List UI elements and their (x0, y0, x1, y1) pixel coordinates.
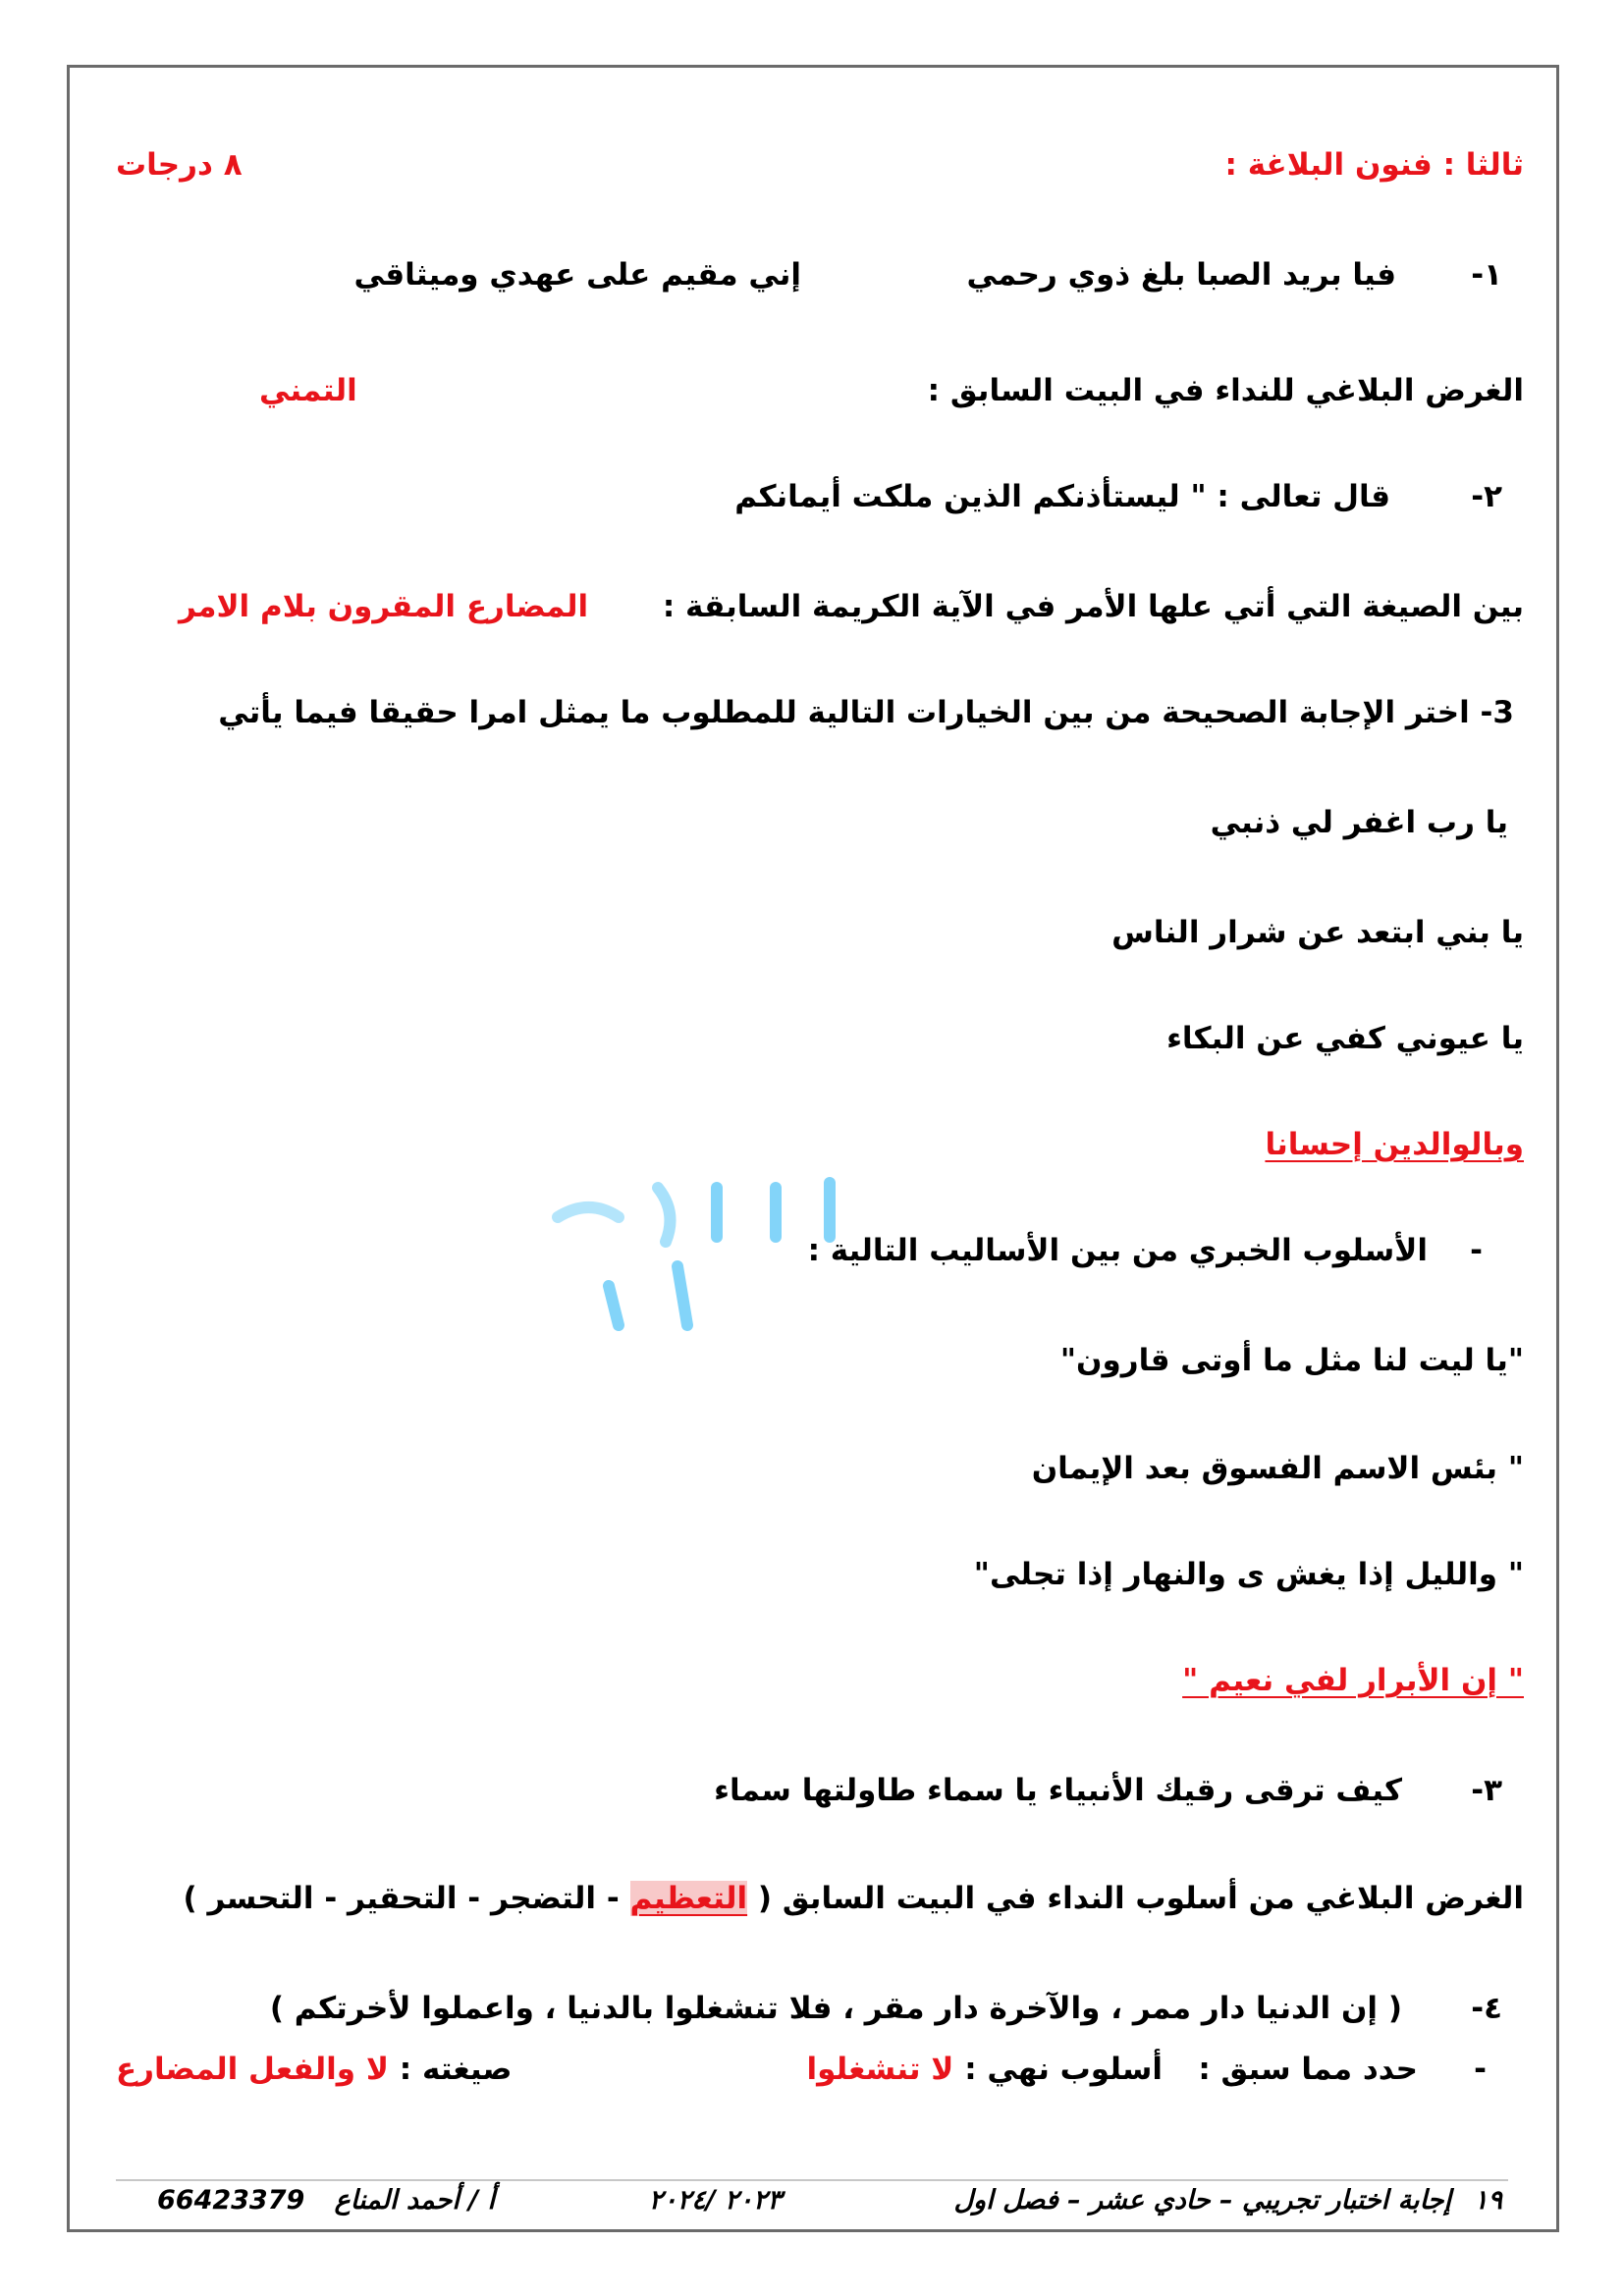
footer-rule (116, 2179, 1508, 2181)
q4-instruction: الأسلوب الخبري من بين الأساليب التالية : (807, 1233, 1428, 1268)
q4-option-3: " والليل إذا يغش ى والنهار إذا تجلى" (973, 1557, 1524, 1592)
q2-question: بين الصيغة التي أتي علها الأمر في الآية الكريمة السابقة : (662, 589, 1524, 624)
q1-question: الغرض البلاغي للنداء في البيت السابق : (927, 373, 1524, 408)
q5-question-start: الغرض البلاغي من أسلوب النداء في البيت السابق ( (757, 1881, 1524, 1916)
q3-option-1: يا رب اغفر لي ذنبي (1210, 805, 1508, 840)
q5-question-end: - التضجر - التحقير - التحسر ) (183, 1881, 630, 1916)
q2-answer: المضارع المقرون بلام الامر (179, 589, 589, 624)
q6-style-answer: لا تنشغلوا (806, 2052, 954, 2087)
q5-verse: كيف ترقى رقيك الأنبياء يا سماء طاولتها سماء (714, 1773, 1402, 1808)
q6-form-answer: لا والفعل المضارع (116, 2052, 389, 2087)
q2-number: ٢- (1471, 479, 1502, 514)
footer-year: ٢٠٢٣ /٢٠٢٤ (648, 2185, 782, 2216)
footer-author: أ / أحمد المناع (334, 2185, 495, 2216)
q6-text: ( إن الدنيا دار ممر ، والآخرة دار مقر ، فلا تنشغلوا بالدنيا ، واعملوا لأخرتكم ) (269, 1991, 1402, 2026)
q3-option-4-correct: وبالوالدين إحسانا (1265, 1127, 1524, 1162)
q6-label: حدد مما سبق : (1198, 2052, 1418, 2087)
q1-number: ١- (1471, 257, 1502, 293)
q4-option-1: "يا ليت لنا مثل ما أوتى قارون" (1059, 1343, 1524, 1378)
q3-option-2: يا بني ابتعد عن شرار الناس (1111, 915, 1524, 950)
q6-number: ٤- (1471, 1991, 1502, 2026)
q1-verse-first: فيا بريد الصبا بلغ ذوي رحمي (966, 257, 1396, 293)
q6-style-label: أسلوب نهي : (964, 2052, 1163, 2087)
q1-answer: التمني (259, 373, 357, 408)
q6-form-label: صيغته : (399, 2052, 513, 2087)
q5-answer: التعظيم (629, 1881, 748, 1916)
q6-bullet: - (1474, 2052, 1487, 2087)
q1-verse-second: إني مقيم على عهدي وميثاقي (353, 257, 801, 293)
q4-bullet: - (1470, 1233, 1483, 1268)
footer-title: إجابة اختبار تجريبي – حادي عشر – فصل اول (953, 2185, 1451, 2216)
q5-number: ٣- (1471, 1773, 1502, 1808)
q2-verse: قال تعالى : " ليستأذنكم الذين ملكت أيمانكم (734, 479, 1390, 514)
q3-instruction: 3- اختر الإجابة الصحيحة من بين الخيارات التالية للمطلوب ما يمثل امرا حقيقا فيما يأتي (218, 695, 1514, 730)
section-marks: ٨ درجات (116, 147, 243, 183)
q6-style-line (806, 2052, 1163, 2088)
footer-phone: 66423379 (157, 2185, 305, 2216)
q4-option-2: " بئس الاسم الفسوق بعد الإيمان (1031, 1451, 1524, 1486)
footer-page-number: ١٩ (1473, 2185, 1502, 2216)
q3-option-3: يا عيوني كفي عن البكاء (1166, 1021, 1524, 1056)
q6-form-line (116, 2052, 513, 2088)
q4-option-4-correct: " إن الأبرار لفي نعيم " (1182, 1663, 1524, 1698)
section-title: ثالثا : فنون البلاغة : (1224, 147, 1524, 183)
q5-question (184, 1881, 1525, 1917)
